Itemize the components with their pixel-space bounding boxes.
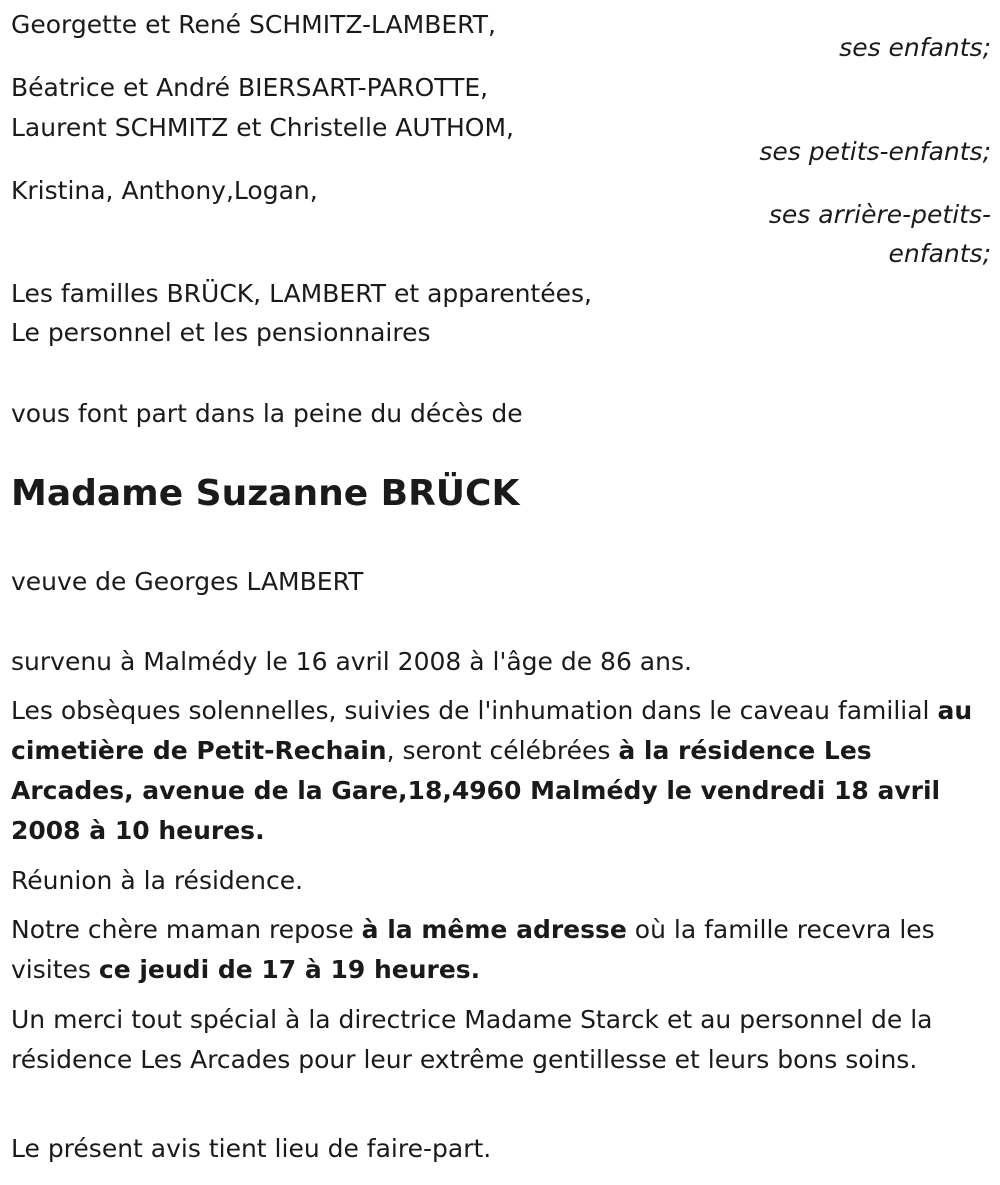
closing-line: Le présent avis tient lieu de faire-part. — [11, 1134, 492, 1163]
visitation-place: à la même adresse — [361, 915, 627, 944]
widow-of: veuve de Georges LAMBERT — [11, 567, 364, 596]
staff-line: Le personnel et les pensionnaires — [11, 318, 431, 347]
children-role: ses enfants; — [839, 33, 991, 62]
cemetery-location: au cimetière de Petit-Rechain — [11, 696, 973, 765]
visitation-paragraph — [11, 910, 986, 990]
grandchildren-role: ses petits-enfants; — [759, 137, 991, 166]
great-grandchildren-role-2: enfants; — [888, 239, 991, 268]
reunion-line: Réunion à la résidence. — [11, 866, 304, 895]
funeral-text-2: , seront célébrées — [386, 736, 619, 765]
visitation-text-1: Notre chère maman repose — [11, 915, 362, 944]
announcement-intro: vous font part dans la peine du décès de — [11, 399, 523, 428]
children-names: Georgette et René SCHMITZ-LAMBERT, — [11, 10, 496, 39]
funeral-text-1: Les obsèques solennelles, suivies de l'inhumation dans le caveau familial — [11, 696, 938, 725]
ceremony-details: à la résidence Les Arcades, avenue de la Gare,18,4960 Malmédy le vendredi 18 avril 2008 à 10 heures. — [11, 736, 941, 845]
funeral-paragraph — [11, 691, 986, 851]
grandchildren-line-1: Béatrice et André BIERSART-PAROTTE, — [11, 73, 489, 102]
death-info: survenu à Malmédy le 16 avril 2008 à l'âge de 86 ans. — [11, 647, 692, 676]
families-line: Les familles BRÜCK, LAMBERT et apparentées, — [11, 279, 592, 308]
thanks-paragraph: Un merci tout spécial à la directrice Madame Starck et au personnel de la résidence Les Arcades pour leur extrême gentillesse et leurs bons soins. — [11, 1005, 933, 1074]
grandchildren-line-2: Laurent SCHMITZ et Christelle AUTHOM, — [11, 113, 514, 142]
deceased-name: Madame Suzanne BRÜCK — [11, 473, 520, 514]
visitation-text-2: où la famille recevra les visites — [11, 915, 935, 984]
great-grandchildren-names: Kristina, Anthony,Logan, — [11, 176, 318, 205]
visitation-time: ce jeudi de 17 à 19 heures. — [98, 955, 481, 984]
great-grandchildren-role-1: ses arrière-petits- — [768, 200, 991, 229]
